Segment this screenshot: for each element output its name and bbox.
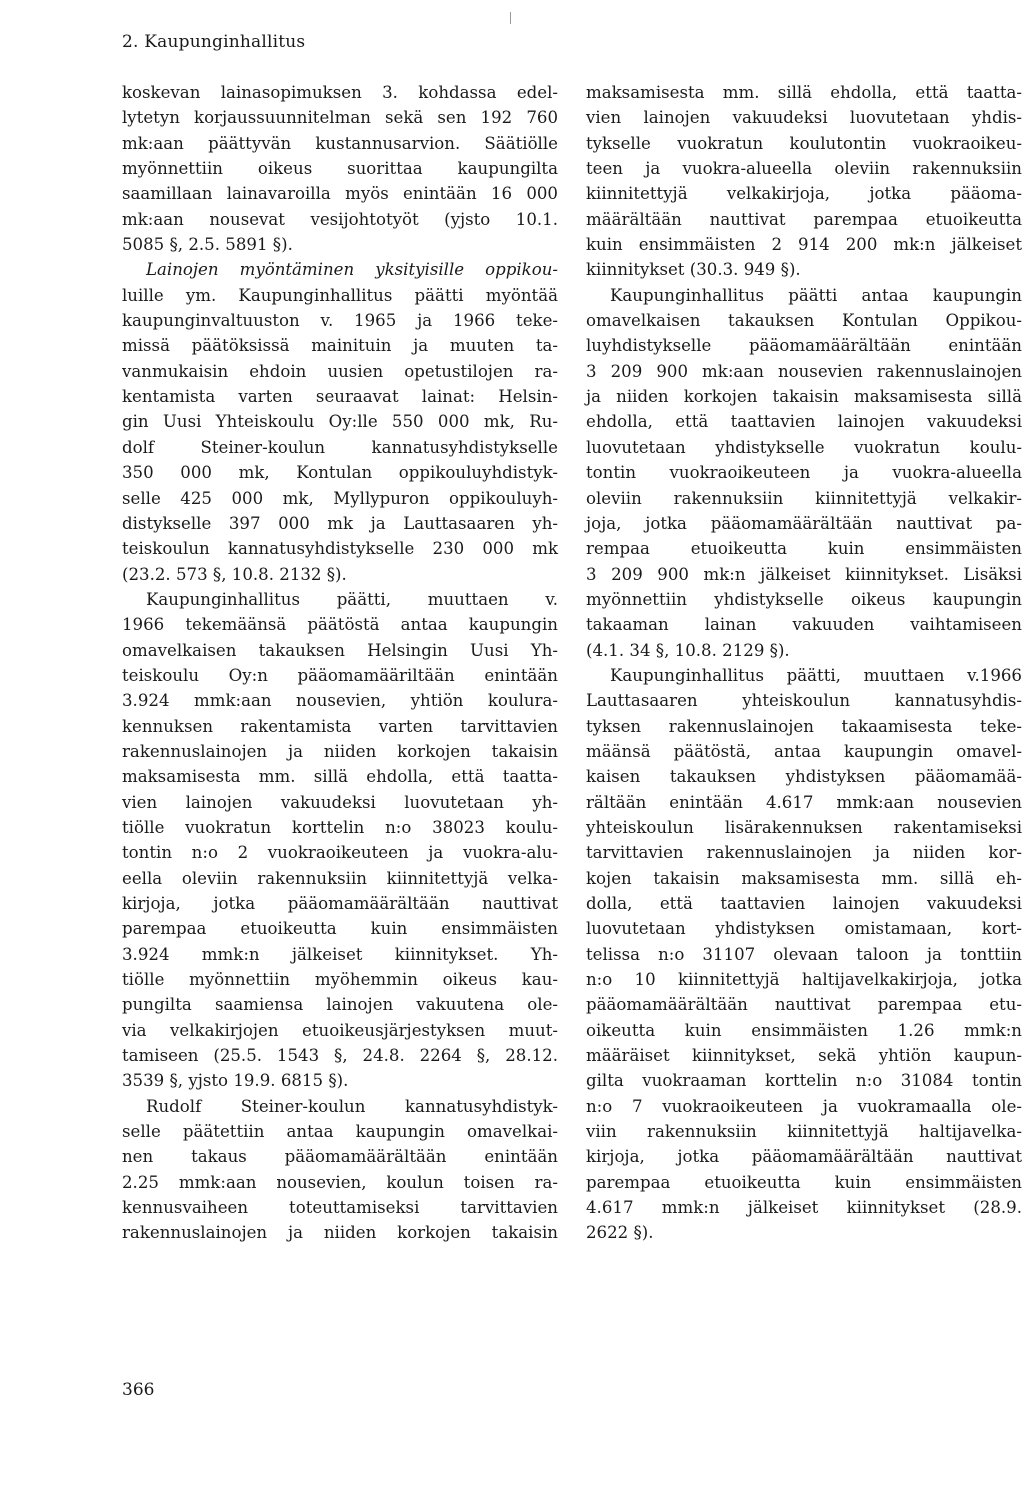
text-line: ja niiden korkojen takaisin maksamisesta sillä [586, 387, 1022, 407]
text-line: maksamisesta mm. sillä ehdolla, että taatta- [586, 83, 1022, 102]
text-line: maksamisesta mm. sillä ehdolla, että taatta- [122, 767, 558, 787]
text-line: n:o 10 kiinnitettyjä haltijavelkakirjoja, jotka [586, 970, 1022, 990]
text-line: (23.2. 573 §, 10.8. 2132 §). [122, 564, 347, 584]
text-line: 4.617 mmk:n jälkeiset kiinnitykset (28.9. [586, 1198, 1022, 1218]
text-line: (4.1. 34 §, 10.8. 2129 §). [586, 640, 790, 660]
text-line: omavelkaisen takauksen Kontulan Oppikou- [586, 311, 1022, 331]
text-line: 3.924 mmk:n jälkeiset kiinnitykset. Yh- [122, 944, 558, 964]
text-line: yhteiskoulun lisärakennuksen rakentamiseksi [586, 817, 1022, 837]
text-line: Lauttasaaren yhteiskoulun kannatusyhdis- [586, 691, 1022, 711]
text-line: saamillaan lainavaroilla myös enintään 16 000 [122, 184, 558, 204]
text-line: viin rakennuksiin kiinnitettyjä haltijavelka- [586, 1122, 1022, 1142]
text-line: luille ym. Kaupunginhallitus päätti myöntää [122, 285, 558, 305]
text-line: kirjoja, jotka pääomamäärältään nauttivat [122, 894, 558, 913]
text-line: vien lainojen vakuudeksi luovutetaan yh- [122, 792, 558, 812]
text-line: tiölle vuokratun korttelin n:o 38023 koulu- [122, 817, 558, 837]
text-line: kentamista varten seuraavat lainat: Helsin- [122, 387, 558, 407]
text-line: dolf Steiner-koulun kannatusyhdistykselle [122, 437, 558, 457]
text-line: kuin ensimmäisten 2 914 200 mk:n jälkeiset [586, 235, 1022, 255]
text-line: ehdolla, että taattavien lainojen vakuudeksi [586, 412, 1022, 432]
text-line: gilta vuokraaman korttelin n:o 31084 tontin [586, 1071, 1022, 1091]
text-line: 3.924 mmk:aan nousevien, yhtiön koulura- [122, 691, 558, 711]
text-line: parempaa etuoikeutta kuin ensimmäisten [586, 1172, 1022, 1192]
text-line: lytetyn korjaussuunnitelman sekä sen 192 760 [122, 108, 558, 128]
text-line: kirjoja, jotka pääomamäärältään nauttivat [586, 1147, 1022, 1167]
text-line: kojen takaisin maksamisesta mm. sillä eh- [586, 868, 1022, 888]
text-line: tamiseen (25.5. 1543 §, 24.8. 2264 §, 28.12. [122, 1046, 558, 1066]
text-line: myönnettiin yhdistykselle oikeus kaupungin [586, 589, 1022, 609]
text-line: koskevan lainasopimuksen 3. kohdassa edel- [122, 83, 558, 102]
text-line: tiölle myönnettiin myöhemmin oikeus kau- [122, 970, 558, 990]
text-line: parempaa etuoikeutta kuin ensimmäisten [122, 919, 558, 939]
text-line: 2.25 mmk:aan nousevien, koulun toisen ra- [122, 1172, 558, 1192]
text-line: pääomamäärältään nauttivat parempaa etu- [586, 995, 1022, 1015]
text-line: mk:aan päättyvän kustannusarvion. Säätiölle [122, 133, 558, 153]
text-line: vien lainojen vakuudeksi luovutetaan yhdis- [586, 108, 1022, 128]
text-line: pungilta saamiensa lainojen vakuutena ole- [122, 995, 558, 1015]
text-line: takaaman lainan vakuuden vaihtamiseen [586, 615, 1022, 635]
text-line: missä päätöksissä mainituin ja muuten ta- [122, 336, 558, 356]
text-line: distykselle 397 000 mk ja Lauttasaaren yh- [122, 513, 558, 533]
crop-mark [510, 12, 511, 24]
text-line: oikeutta kuin ensimmäisten 1.26 mmk:n [586, 1020, 1022, 1040]
text-line: tarvittavien rakennuslainojen ja niiden kor- [586, 843, 1022, 863]
section-heading-line: Lainojen myöntäminen yksityisille oppikou- [146, 260, 558, 280]
text-line: teiskoulu Oy:n pääomamääriltään enintään [122, 665, 558, 685]
text-line: kaisen takauksen yhdistyksen pääomamää- [586, 767, 1022, 787]
text-line: vanmukaisin ehdoin uusien opetustilojen ra- [122, 361, 558, 381]
text-line: 2622 §). [586, 1223, 654, 1243]
text-line: dolla, että taattavien lainojen vakuudeksi [586, 894, 1022, 913]
text-line: kennusvaiheen toteuttamiseksi tarvittavien [122, 1198, 558, 1218]
text-line: rältään enintään 4.617 mmk:aan nousevien [586, 792, 1022, 812]
text-line: myönnettiin oikeus suorittaa kaupungilta [122, 159, 558, 179]
text-line: selle 425 000 mk, Myllypuron oppikouluyh- [122, 488, 558, 508]
text-line: kennuksen rakentamista varten tarvittavien [122, 716, 558, 736]
text-line: määräiset kiinnitykset, sekä yhtiön kaupun- [586, 1046, 1022, 1066]
text-line: joja, jotka pääomamäärältään nauttivat pa- [586, 513, 1022, 533]
text-line: nen takaus pääomamäärältään enintään [122, 1147, 558, 1167]
running-head: 2. Kaupunginhallitus [122, 32, 306, 52]
text-line: kiinnitettyjä velkakirjoja, jotka pääoma- [586, 184, 1022, 204]
text-line: mk:aan nousevat vesijohtotyöt (yjsto 10.1. [122, 209, 558, 229]
text-line: teen ja vuokra-alueella oleviin rakennuksiin [586, 159, 1022, 179]
text-line: Rudolf Steiner-koulun kannatusyhdistyk- [146, 1096, 558, 1116]
text-line: Kaupunginhallitus päätti, muuttaen v. [146, 589, 558, 609]
text-line: rempaa etuoikeutta kuin ensimmäisten [586, 539, 1022, 559]
text-line: teiskoulun kannatusyhdistykselle 230 000 mk [122, 539, 558, 559]
text-line: 3 209 900 mk:n jälkeiset kiinnitykset. Lisäksi [586, 564, 1022, 584]
right-text-column [586, 80, 1022, 1246]
text-line: omavelkaisen takauksen Helsingin Uusi Yh- [122, 640, 558, 660]
text-line: määrältään nauttivat parempaa etuoikeutta [586, 209, 1022, 229]
text-line: luovutetaan yhdistykselle vuokratun koulu- [586, 437, 1022, 457]
text-line: via velkakirjojen etuoikeusjärjestyksen muut- [122, 1020, 558, 1040]
left-text-column [122, 80, 558, 1246]
text-line: telissa n:o 31107 olevaan taloon ja tonttiin [586, 944, 1022, 964]
text-line: tontin vuokraoikeuteen ja vuokra-alueella [586, 463, 1022, 483]
page-number: 366 [122, 1380, 155, 1400]
text-line: tontin n:o 2 vuokraoikeuteen ja vuokra-alu- [122, 843, 558, 863]
text-line: Kaupunginhallitus päätti, muuttaen v.1966 [610, 665, 1022, 685]
text-line: 3539 §, yjsto 19.9. 6815 §). [122, 1071, 349, 1091]
text-line: kiinnitykset (30.3. 949 §). [586, 260, 801, 280]
text-line: Kaupunginhallitus päätti antaa kaupungin [610, 285, 1022, 305]
text-line: 350 000 mk, Kontulan oppikouluyhdistyk- [122, 463, 558, 483]
text-line: eella oleviin rakennuksiin kiinnitettyjä velka- [122, 868, 558, 888]
text-line: kaupunginvaltuuston v. 1965 ja 1966 teke- [122, 311, 558, 331]
text-line: gin Uusi Yhteiskoulu Oy:lle 550 000 mk, Ru- [122, 412, 558, 432]
text-line: 5085 §, 2.5. 5891 §). [122, 235, 293, 255]
text-line: luyhdistykselle pääomamäärältään enintään [586, 336, 1022, 356]
text-line: rakennuslainojen ja niiden korkojen takaisin [122, 1223, 558, 1243]
text-line: tyksen rakennuslainojen takaamisesta teke- [586, 716, 1022, 736]
text-line: tykselle vuokratun koulutontin vuokraoikeu- [586, 133, 1022, 153]
text-line: selle päätettiin antaa kaupungin omavelkai- [122, 1122, 558, 1142]
text-line: rakennuslainojen ja niiden korkojen takaisin [122, 741, 558, 761]
text-line: 1966 tekemäänsä päätöstä antaa kaupungin [122, 615, 558, 635]
text-line: 3 209 900 mk:aan nousevien rakennuslainojen [586, 361, 1022, 381]
text-line: määnsä päätöstä, antaa kaupungin omavel- [586, 741, 1022, 761]
text-line: oleviin rakennuksiin kiinnitettyjä velkakir- [586, 488, 1022, 508]
text-line: n:o 7 vuokraoikeuteen ja vuokramaalla ole- [586, 1096, 1022, 1116]
text-line: luovutetaan yhdistyksen omistamaan, kort- [586, 919, 1022, 939]
